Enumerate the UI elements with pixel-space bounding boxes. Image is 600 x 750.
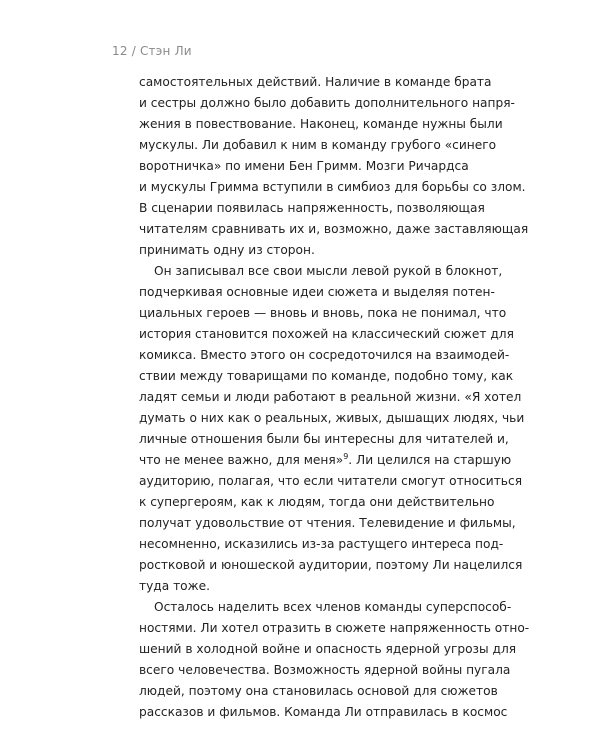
text-line: мускулы. Ли добавил к ним в команду грубого «синего [139,138,497,152]
text-line: к супергероям, как к людям, тогда они действительно [139,495,495,509]
page-number: 12 [112,44,128,58]
text-line: жения в повествование. Наконец, команде нужны были [139,117,503,131]
body-text [139,72,530,723]
running-header [112,44,192,58]
text-line: самостоятельных действий. Наличие в команде брата [139,75,492,89]
text-line: циальных героев — вновь и вновь, пока не понимал, что [139,306,507,320]
text-line: рассказов и фильмов. Команда Ли отправилась в космос [139,705,508,719]
text-line: подчеркивая основные идеи сюжета и выделяя потен- [139,285,495,299]
text-line: В сценарии появилась напряженность, позволяющая [139,201,485,215]
text-line: воротничка» по имени Бен Гримм. Мозги Ричардса [139,159,469,173]
header-author: Стэн Ли [139,44,192,58]
text-line: личные отношения были бы интересны для читателей и, [139,432,509,446]
text-line: шений в холодной войне и опасность ядерной угрозы для [139,642,517,656]
footnote-reference[interactable]: 9 [343,451,349,461]
text-line: и мускулы Гримма вступили в симбиоз для борьбы со злом. [139,180,526,194]
text-line: несомненно, исказились из-за растущего интереса под- [139,537,504,551]
text-line-with-footnote [139,450,512,471]
text-line: комикса. Вместо этого он сосредоточился на взаимодей- [139,348,510,362]
footnote-line-after: . Ли целился на старшую [348,453,512,467]
text-line: аудиторию, полагая, что если читатели смогут относиться [139,474,523,488]
text-line: история становится похожей на классический сюжет для [139,327,514,341]
text-line: ладят семьи и люди работают в реальной жизни. «Я хотел [139,390,522,404]
footnote-line-before: что не менее важно, для меня» [139,453,344,467]
text-line: ностями. Ли хотел отразить в сюжете напряженность отно- [139,621,530,635]
text-line: ствии между товарищами по команде, подобно тому, как [139,369,514,383]
text-line: Осталось наделить всех членов команды суперспособ- [154,600,512,614]
text-line: читателям сравнивать их и, возможно, даже заставляющая [139,222,529,236]
text-line: всего человечества. Возможность ядерной войны пугала [139,663,511,677]
header-separator: / [131,44,136,58]
text-line: Он записывал все свои мысли левой рукой в блокнот, [154,264,503,278]
text-line: получат удовольствие от чтения. Телевидение и фильмы, [139,516,516,530]
text-line: и сестры должно было добавить дополнительного напря- [139,96,515,110]
text-line: ростковой и юношеской аудитории, поэтому Ли нацелился [139,558,523,572]
text-line: туда тоже. [139,579,210,593]
text-line: думать о них как о реальных, живых, дышащих людях, чьи [139,411,525,425]
text-line: принимать одну из сторон. [139,243,315,257]
text-line: людей, поэтому она становилась основой для сюжетов [139,684,498,698]
